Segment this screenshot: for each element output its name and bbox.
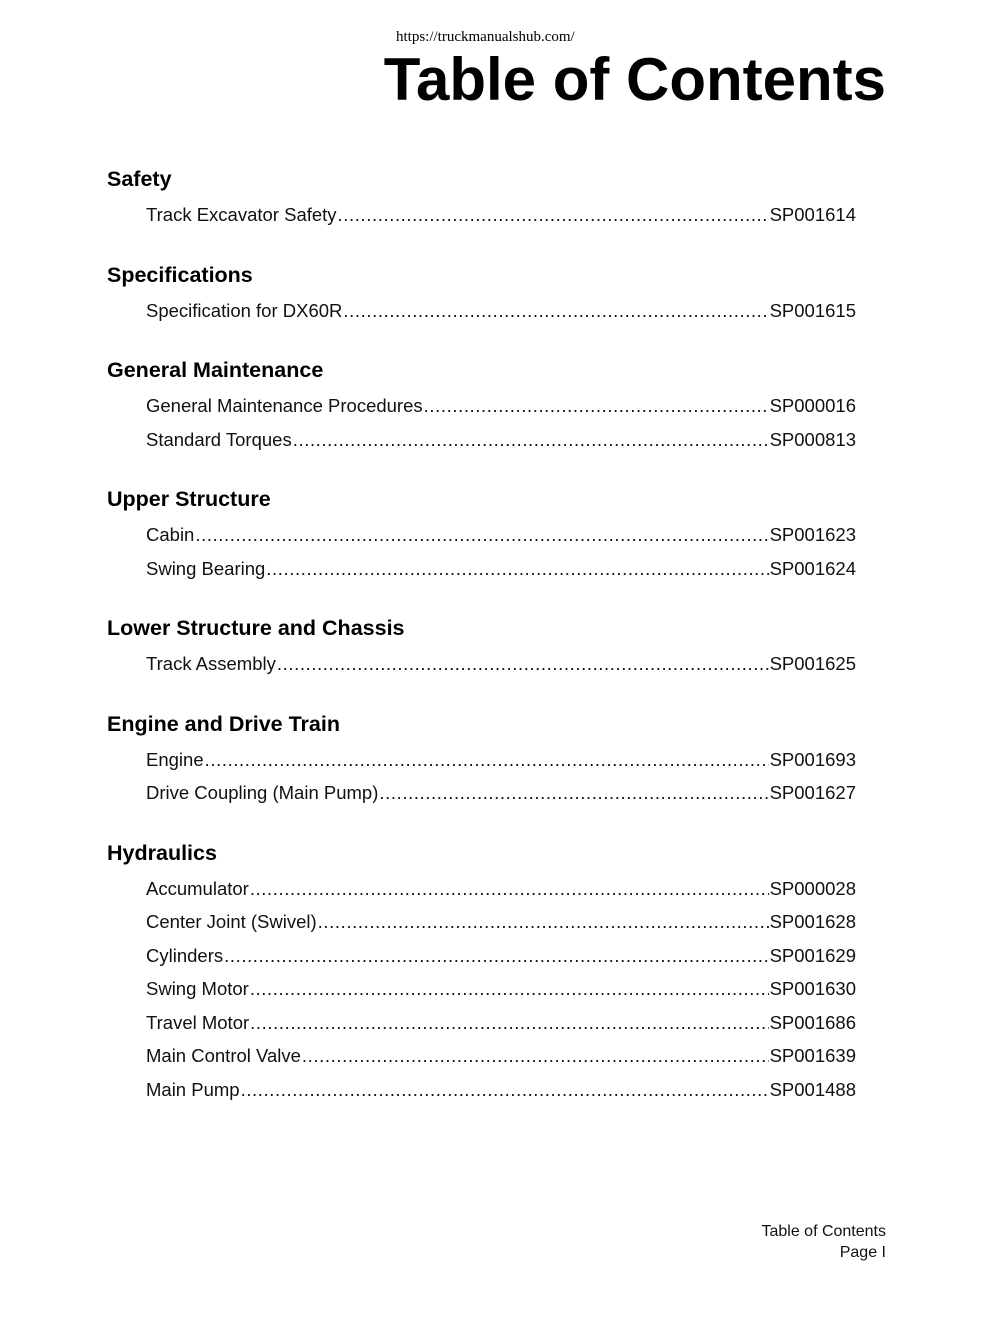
toc-entry-code: SP001625	[769, 653, 856, 674]
toc-entry[interactable]	[146, 872, 856, 906]
toc-entry-label: Swing Bearing	[146, 557, 266, 579]
dot-leader	[338, 198, 769, 232]
toc-entry-code: SP001628	[769, 911, 856, 932]
toc-entry-code: SP000813	[769, 428, 856, 450]
toc-entry-label: Track Excavator Safety	[146, 204, 337, 225]
dot-leader	[302, 1039, 769, 1073]
toc-entry-code: SP001614	[769, 204, 856, 225]
section-heading: Lower Structure and Chassis	[107, 616, 405, 640]
toc-entry-label: Accumulator	[146, 877, 249, 899]
toc-entry-code: SP001488	[769, 1078, 856, 1100]
toc-entry[interactable]	[146, 743, 856, 777]
footer-page-number: Page I	[839, 1244, 886, 1261]
toc-entry[interactable]	[146, 294, 856, 328]
toc-entry-code: SP000028	[769, 877, 856, 899]
toc-entry-label: General Maintenance Procedures	[146, 395, 423, 416]
dot-leader	[266, 552, 768, 586]
source-url: https://truckmanualshub.com/	[396, 29, 575, 45]
dot-leader	[250, 1006, 768, 1040]
toc-entry[interactable]	[146, 1073, 856, 1107]
toc-entry[interactable]	[146, 198, 856, 232]
toc-entry[interactable]	[146, 423, 856, 457]
toc-entry-label: Specification for DX60R	[146, 299, 343, 321]
toc-section	[107, 705, 856, 810]
toc-entry-label: Engine	[146, 748, 204, 770]
toc-entry-code: SP001639	[769, 1045, 856, 1066]
toc-entry-label: Cabin	[146, 524, 195, 545]
page-footer	[761, 1221, 886, 1263]
toc-entry-code: SP001629	[769, 944, 856, 966]
dot-leader	[250, 872, 769, 906]
toc-entry-label: Standard Torques	[146, 428, 292, 450]
toc-entry-code: SP001630	[769, 978, 856, 999]
toc-entry-code: SP001623	[769, 524, 856, 545]
dot-leader	[379, 776, 768, 810]
section-heading: Specifications	[107, 262, 253, 287]
toc-entry-code: SP001615	[769, 299, 856, 321]
toc-entry-label: Main Pump	[146, 1078, 240, 1100]
toc-entry[interactable]	[146, 647, 856, 681]
toc-entry-label: Track Assembly	[146, 653, 276, 674]
toc-entry-label: Swing Motor	[146, 978, 249, 999]
section-heading: General Maintenance	[107, 358, 324, 382]
toc-entry-code: SP001624	[769, 557, 856, 579]
dot-leader	[277, 647, 769, 681]
toc-entry-label: Cylinders	[146, 944, 224, 966]
toc-section	[107, 160, 856, 232]
dot-leader	[195, 518, 768, 552]
section-heading: Engine and Drive Train	[107, 711, 340, 736]
section-heading: Upper Structure	[107, 487, 271, 511]
toc-entry-label: Drive Coupling (Main Pump)	[146, 782, 379, 803]
toc-entry[interactable]	[146, 905, 856, 939]
dot-leader	[293, 423, 769, 457]
section-heading: Hydraulics	[107, 840, 217, 865]
dot-leader	[250, 972, 769, 1006]
toc-entry-code: SP001686	[769, 1011, 856, 1033]
footer-document-title: Table of Contents	[761, 1223, 886, 1240]
toc-entry-code: SP001627	[769, 782, 856, 803]
toc-entry[interactable]	[146, 389, 856, 423]
dot-leader	[205, 743, 769, 777]
toc-entry[interactable]	[146, 972, 856, 1006]
dot-leader	[343, 294, 768, 328]
toc-entry[interactable]	[146, 776, 856, 810]
section-heading: Safety	[107, 167, 172, 191]
toc-entry-code: SP000016	[769, 395, 856, 416]
table-of-contents	[107, 160, 856, 1130]
toc-entry[interactable]	[146, 552, 856, 586]
toc-entry[interactable]	[146, 1006, 856, 1040]
dot-leader	[424, 389, 769, 423]
toc-entry-label: Center Joint (Swivel)	[146, 911, 317, 932]
dot-leader	[241, 1073, 769, 1107]
toc-section	[107, 351, 856, 456]
toc-entry[interactable]	[146, 1039, 856, 1073]
toc-section	[107, 834, 856, 1107]
toc-entry-code: SP001693	[769, 748, 856, 770]
dot-leader	[318, 905, 769, 939]
toc-section	[107, 256, 856, 328]
toc-entry[interactable]	[146, 518, 856, 552]
toc-entry[interactable]	[146, 939, 856, 973]
page-title: Table of Contents	[383, 46, 886, 113]
toc-entry-label: Travel Motor	[146, 1011, 250, 1033]
toc-entry-label: Main Control Valve	[146, 1045, 301, 1066]
toc-section	[107, 609, 856, 681]
toc-section	[107, 480, 856, 585]
dot-leader	[224, 939, 768, 973]
